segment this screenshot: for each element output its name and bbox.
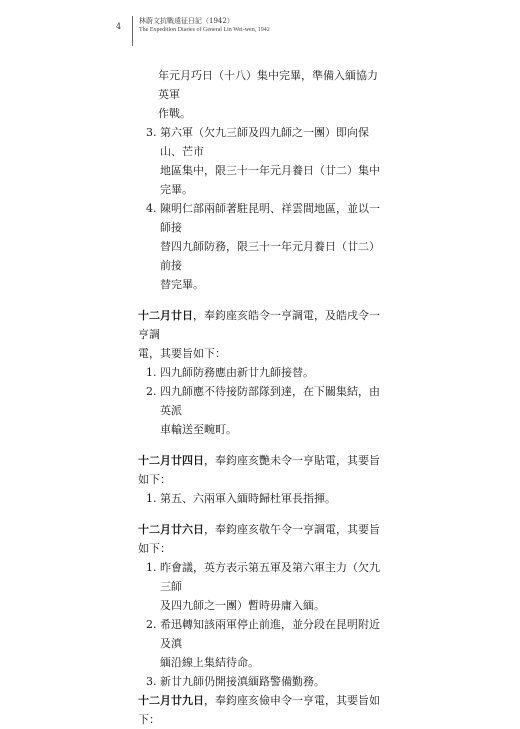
item-line: 車輸送至畹町。 bbox=[160, 423, 237, 436]
item-text bbox=[160, 615, 384, 672]
item-number: 4. bbox=[146, 202, 157, 215]
list-item bbox=[138, 489, 384, 508]
list-item bbox=[138, 123, 384, 199]
item-text: 新廿九師仍開接滇緬路警備勤務。 bbox=[160, 675, 325, 688]
list-item bbox=[138, 615, 384, 672]
item-number: 3. bbox=[146, 675, 157, 688]
item-number: 3. bbox=[146, 126, 157, 139]
item-text: 第五、六兩軍入緬時歸杜軍長指揮。 bbox=[160, 492, 336, 505]
list-item bbox=[138, 199, 384, 294]
page-number: 4 bbox=[116, 22, 122, 31]
entry-text: ，奉鈞座亥儉申令一亨電，其要旨如下： bbox=[138, 694, 380, 726]
diary-entry bbox=[138, 306, 384, 363]
item-line: 四九師應不待接防部隊到達，在下關集結，由英派 bbox=[160, 385, 380, 417]
entry-text: 電，其要旨如下： bbox=[138, 347, 226, 360]
item-line: 第六軍（欠九三師及四九師之一團）即向保山、芒市 bbox=[160, 126, 369, 158]
item-line: 希迅轉知該兩軍停止前進，並分段在昆明附近及滇 bbox=[160, 618, 380, 650]
continued-line: 作戰。 bbox=[158, 107, 191, 120]
item-number: 2. bbox=[146, 385, 157, 398]
item-text bbox=[160, 199, 384, 294]
item-text bbox=[160, 382, 384, 439]
item-number: 2. bbox=[146, 618, 157, 631]
item-line: 地區集中，限三十一年元月養日（廿二）集中完畢。 bbox=[160, 164, 380, 196]
item-line: 及四九師之一團）暫時毋庸入緬。 bbox=[160, 599, 325, 612]
entry-date: 十二月廿四日 bbox=[138, 454, 204, 467]
item-text bbox=[160, 558, 384, 615]
entry-text: ，奉鈞座亥皓令一亨調電，及皓戌令一亨調 bbox=[138, 309, 380, 341]
item-text: 四九師防務應由新廿九師接替。 bbox=[160, 366, 314, 379]
book-title: 林蔚文抗戰遠征日記（1942） bbox=[139, 17, 234, 25]
running-header bbox=[116, 16, 270, 46]
item-number: 1. bbox=[146, 366, 157, 379]
entry-date: 十二月廿九日 bbox=[138, 694, 204, 707]
entry-text: ，奉鈞座亥艷未令一亨貼電，其要旨如下： bbox=[138, 454, 380, 486]
header-divider bbox=[132, 16, 133, 46]
entry-date: 十二月廿六日 bbox=[138, 523, 204, 536]
list-item bbox=[138, 382, 384, 439]
list-item bbox=[138, 672, 384, 691]
continued-line: 年元月巧日（十八）集中完畢，準備入緬協力英軍 bbox=[158, 69, 378, 101]
header-text bbox=[139, 16, 270, 35]
item-line: 昨會議，英方表示第五軍及第六軍主力（欠九三師 bbox=[160, 561, 380, 593]
item-text bbox=[160, 123, 384, 199]
item-number: 1. bbox=[146, 492, 157, 505]
entry-text: ，奉鈞座亥敬午令一亨調電，其要旨如下： bbox=[138, 523, 380, 555]
item-line: 替四九師防務，限三十一年元月養日（廿二）前接 bbox=[160, 240, 380, 272]
diary-entry bbox=[138, 520, 384, 558]
list-item bbox=[138, 363, 384, 382]
item-line: 緬沿線上集結待命。 bbox=[160, 656, 259, 669]
item-line: 陳明仁部兩師著駐昆明、祥雲間地區，並以一師接 bbox=[160, 202, 380, 234]
item-number: 1. bbox=[146, 561, 157, 574]
entry-date: 十二月廿日 bbox=[138, 309, 193, 322]
list-item bbox=[138, 558, 384, 615]
item-line: 替完畢。 bbox=[160, 278, 204, 291]
diary-entry bbox=[138, 451, 384, 489]
book-subtitle: The Expedition Diaries of General Lin Wei-wen, 1942 bbox=[139, 27, 270, 33]
page-body bbox=[138, 66, 384, 729]
diary-entry bbox=[138, 691, 384, 729]
